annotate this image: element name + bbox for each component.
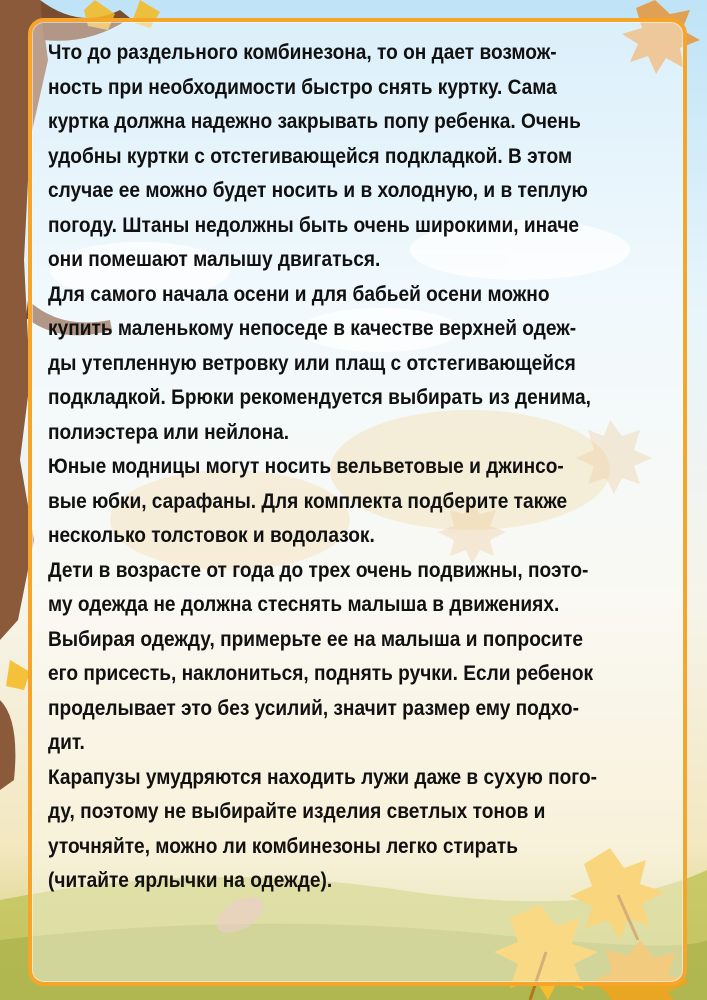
paragraph xyxy=(48,278,688,451)
text-line: ность при необходимости быстро снять куртку. Сама xyxy=(48,75,557,99)
paragraph xyxy=(48,36,688,278)
text-line: полиэстера или нейлона. xyxy=(48,420,290,444)
text-line: куртка должна надежно закрывать попу ребенка. Очень xyxy=(48,110,581,133)
text-line: Юные модницы могут носить вельветовые и джинсо- xyxy=(48,455,564,478)
text-line: дит. xyxy=(48,731,85,754)
paragraph xyxy=(48,450,688,554)
text-line: подкладкой. Брюки рекомендуется выбирать из денима, xyxy=(48,386,591,409)
text-line: погоду. Штаны недолжны быть очень широкими, иначе xyxy=(48,213,580,237)
text-line: Выбирая одежду, примерьте ее на малыша и попросите xyxy=(48,627,584,651)
text-line: проделывает это без усилий, значит размер ему подхо- xyxy=(48,696,579,720)
text-line: уточняйте, можно ли комбинезоны легко стирать xyxy=(48,834,519,858)
text-line: Что до раздельного комбинезона, то он дает возмож- xyxy=(48,41,557,64)
text-line: ды утепленную ветровку или плащ с отстегивающейся xyxy=(48,351,576,375)
text-line: Карапузы умудряются находить лужи даже в сухую пого- xyxy=(48,765,598,789)
paragraph xyxy=(48,761,688,899)
text-line: ду, поэтому не выбирайте изделия светлых тонов и xyxy=(48,800,546,823)
text-line: несколько толстовок и водолазок. xyxy=(48,524,375,547)
text-line: они помешают малышу двигаться. xyxy=(48,248,381,271)
paragraph xyxy=(48,554,688,761)
text-line: (читайте ярлычки на одежде). xyxy=(48,869,333,892)
article-text xyxy=(48,36,688,899)
text-line: купить маленькому непоседе в качестве верхней одеж- xyxy=(48,317,577,340)
text-line: удобны куртки с отстегивающейся подкладкой. В этом xyxy=(48,144,573,168)
text-line: му одежда не должна стеснять малыша в движениях. xyxy=(48,593,560,616)
text-line: случае ее можно будет носить и в холодную, и в теплую xyxy=(48,179,588,202)
text-line: Дети в возрасте от года до трех очень подвижны, поэто- xyxy=(48,558,589,582)
text-line: вые юбки, сарафаны. Для комплекта подберите также xyxy=(48,489,568,513)
text-line: его присесть, наклониться, поднять ручки. Если ребенок xyxy=(48,662,594,685)
text-line: Для самого начала осени и для бабьей осени можно xyxy=(48,282,550,306)
